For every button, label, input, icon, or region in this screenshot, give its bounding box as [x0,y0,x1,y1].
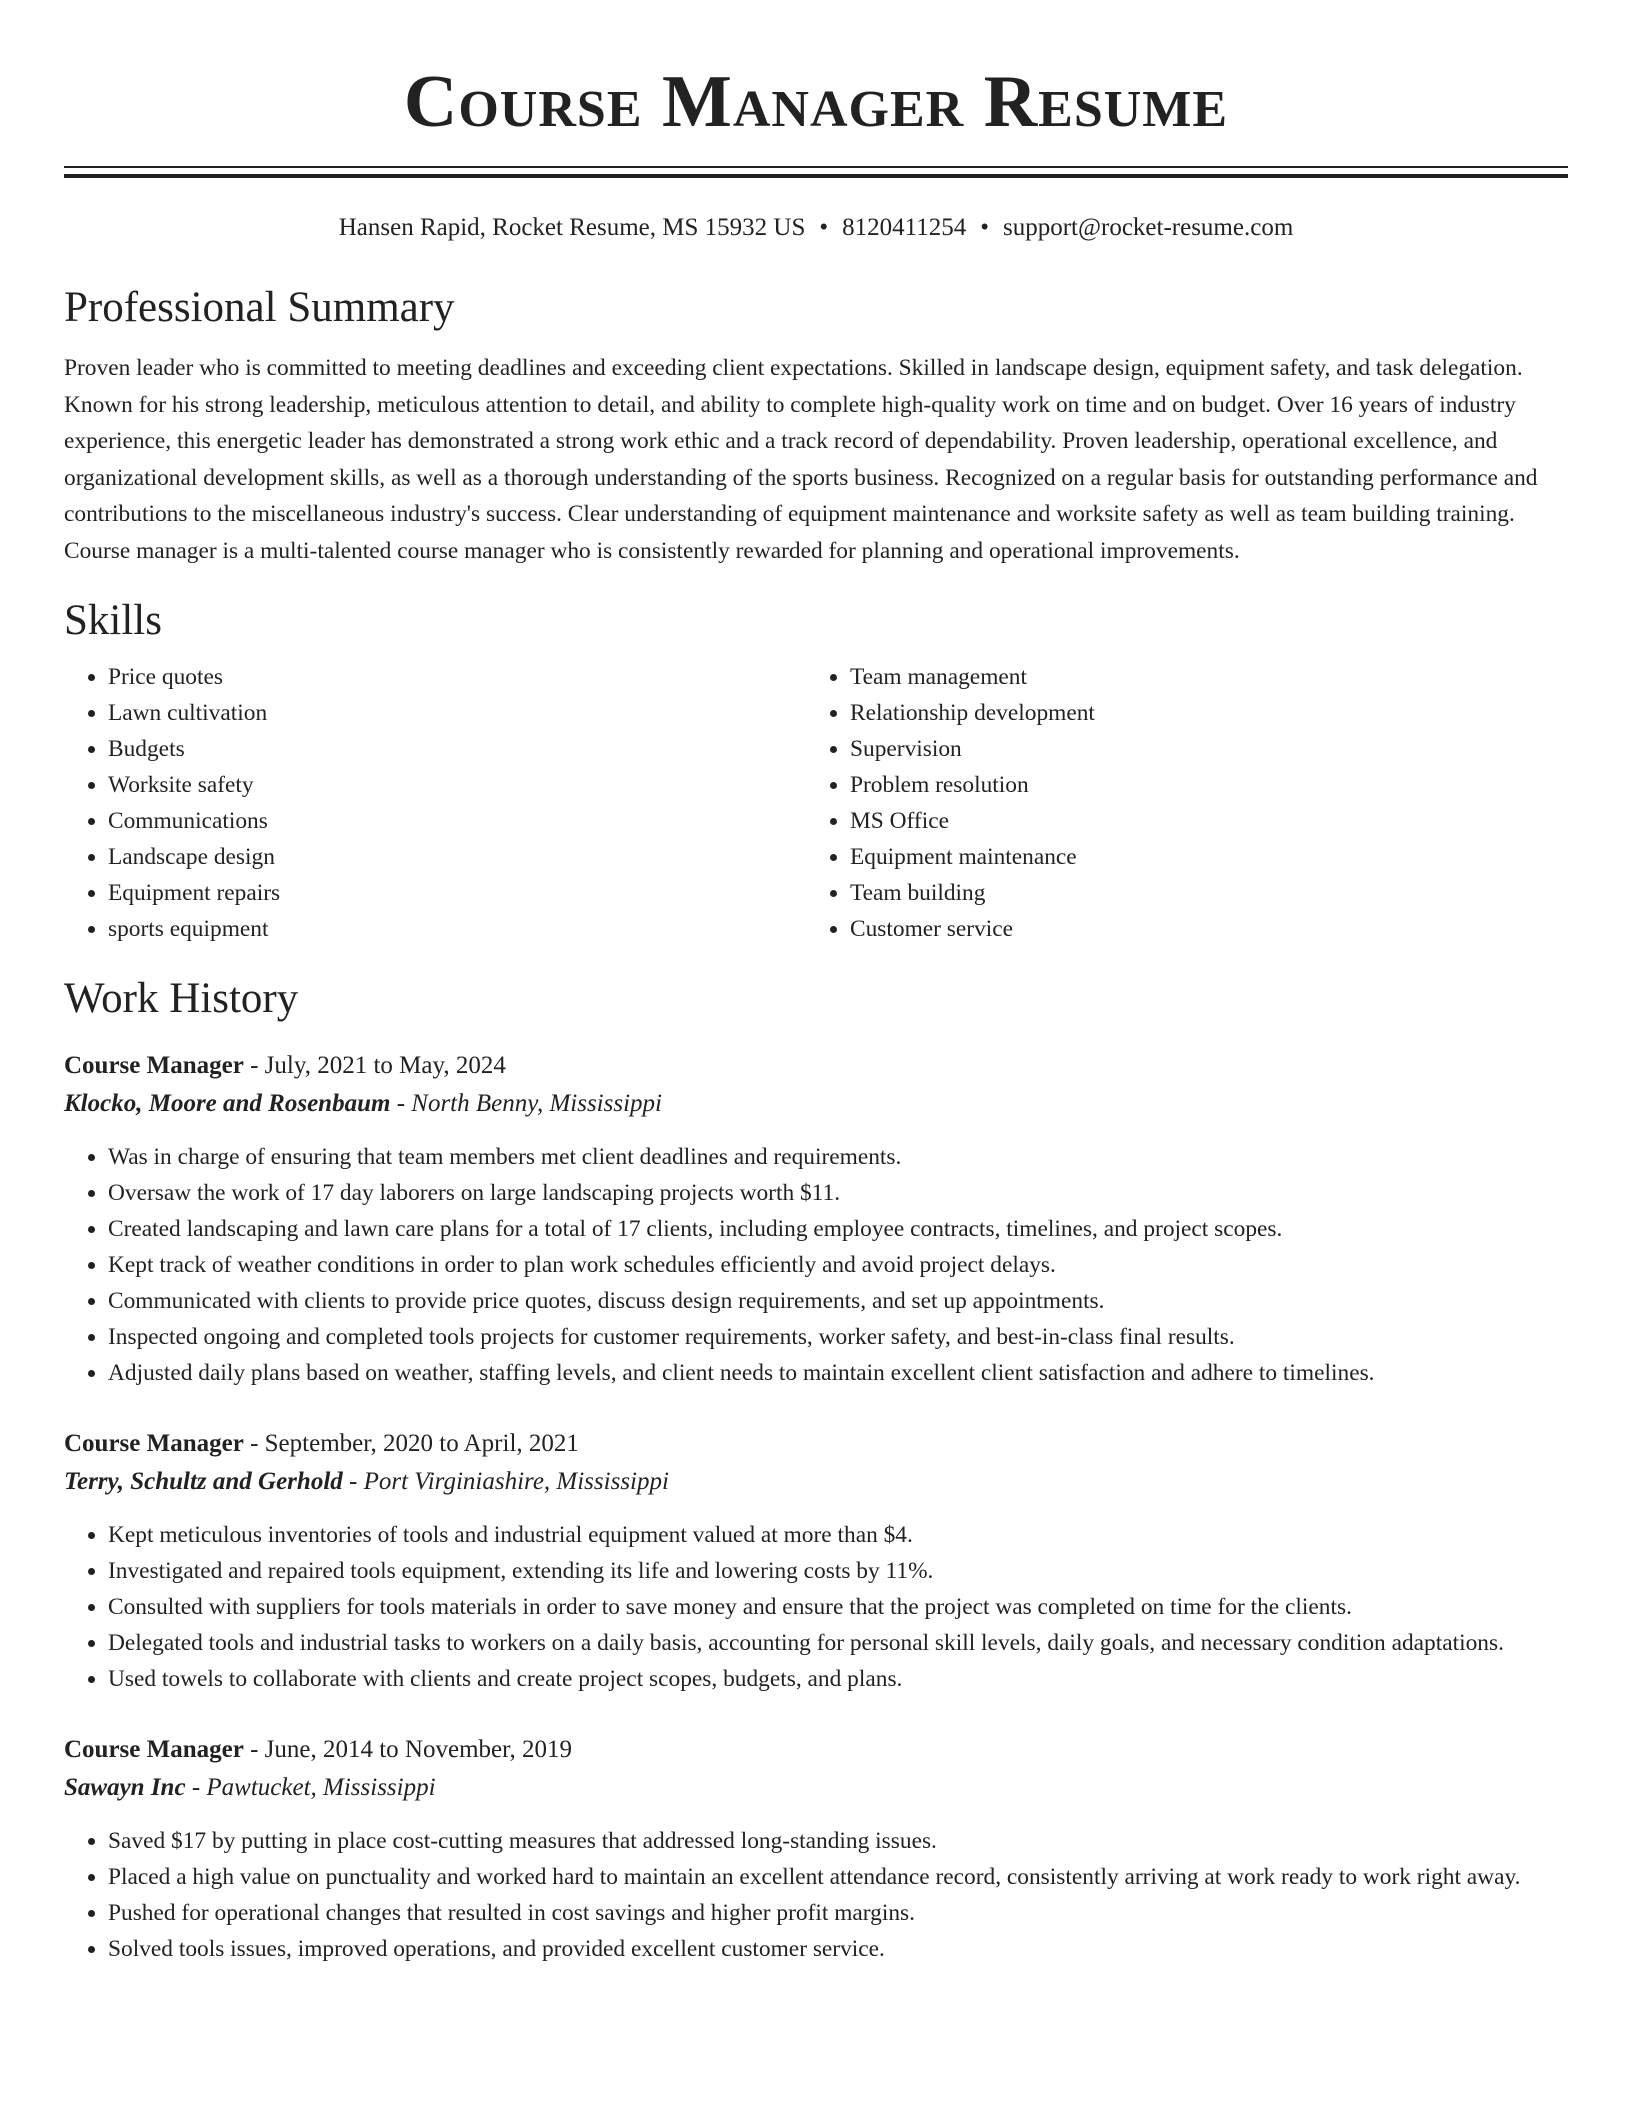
job-bullet: • Delegated tools and industrial tasks to workers on a daily basis, accounting for personal skill levels, daily goals, and necessary condition adaptations. [108,1625,1568,1661]
job-bullet: • Used towels to collaborate with clients and create project scopes, budgets, and plans. [108,1661,1568,1697]
job-entry [64,1047,1568,1391]
job-role: Course Manager [64,1430,244,1457]
skill-item: • Price quotes [108,659,806,695]
job-bullet: • Was in charge of ensuring that team members met client deadlines and requirements. [108,1139,1568,1175]
job-bullet: • Adjusted daily plans based on weather, staffing levels, and client needs to maintain excellent client satisfaction and adhere to timelines. [108,1355,1568,1391]
job-location: - Port Virginiashire, Mississippi [342,1468,669,1495]
contact-separator: • [819,214,829,241]
job-bullet: • Placed a high value on punctuality and worked hard to maintain an excellent attendance record, consistently arriving at work ready to work right away. [108,1859,1568,1895]
job-entry [64,1425,1568,1697]
skill-item: • MS Office [850,803,1548,839]
skills-heading: Skills [64,597,162,644]
job-bullet: • Investigated and repaired tools equipment, extending its life and lowering costs by 11%. [108,1553,1568,1589]
job-dates: - June, 2014 to November, 2019 [243,1736,572,1763]
contact-email: support@rocket-resume.com [1002,214,1294,241]
job-title-line [64,1731,1568,1769]
job-location: - North Benny, Mississippi [390,1090,662,1117]
skill-item: • Equipment maintenance [850,839,1548,875]
resume-title: Course Manager Resume [403,61,1229,143]
job-title-line [64,1425,1568,1463]
skill-item: • Team building [850,875,1548,911]
summary-heading: Professional Summary [64,284,455,331]
skill-item: • Customer service [850,911,1548,947]
job-company: Sawayn Inc [64,1774,186,1801]
contact-phone: 8120411254 [842,214,967,241]
contact-separator: • [980,214,989,241]
contact-address: Hansen Rapid, Rocket Resume, MS 15932 US [338,214,806,241]
job-bullets [64,1517,1568,1697]
job-bullet: • Solved tools issues, improved operations, and provided excellent customer service. [108,1931,1568,1967]
job-company-line [64,1769,1568,1807]
job-company-line [64,1463,1568,1501]
job-bullets [64,1139,1568,1391]
job-bullet: • Kept meticulous inventories of tools and industrial equipment valued at more than $4. [108,1517,1568,1553]
skills-list-left [64,659,806,947]
job-bullet: • Consulted with suppliers for tools materials in order to save money and ensure that the project was completed on time for the clients. [108,1589,1568,1625]
skill-item: • sports equipment [108,911,806,947]
skill-item: • Lawn cultivation [108,695,806,731]
skill-item: • Problem resolution [850,767,1548,803]
skill-item: • Supervision [850,731,1548,767]
work-history-heading: Work History [64,975,299,1022]
job-title-line [64,1047,1568,1085]
skill-item: • Equipment repairs [108,875,806,911]
skill-item: • Budgets [108,731,806,767]
job-bullet: • Oversaw the work of 17 day laborers on large landscaping projects worth $11. [108,1175,1568,1211]
skill-item: • Landscape design [108,839,806,875]
job-bullet: • Communicated with clients to provide price quotes, discuss design requirements, and set up appointments. [108,1283,1568,1319]
job-role: Course Manager [64,1736,244,1763]
job-bullets [64,1823,1568,1967]
skill-item: • Relationship development [850,695,1548,731]
job-bullet: • Kept track of weather conditions in order to plan work schedules efficiently and avoid project delays. [108,1247,1568,1283]
skill-item: • Team management [850,659,1548,695]
job-bullet: • Pushed for operational changes that resulted in cost savings and higher profit margins. [108,1895,1568,1931]
job-company-line [64,1085,1568,1123]
job-dates: - September, 2020 to April, 2021 [243,1430,579,1457]
contact-line [64,212,1568,244]
job-company: Klocko, Moore and Rosenbaum [64,1090,391,1117]
job-location: - Pawtucket, Mississippi [185,1774,436,1801]
skill-item: • Communications [108,803,806,839]
job-bullet: • Inspected ongoing and completed tools projects for customer requirements, worker safety, and best-in-class final results. [108,1319,1568,1355]
skills-columns [64,659,1568,947]
job-role: Course Manager [64,1052,244,1079]
job-bullet: • Created landscaping and lawn care plans for a total of 17 clients, including employee contracts, timelines, and project scopes. [108,1211,1568,1247]
skills-list-right [806,659,1548,947]
title-rule-thick [64,174,1568,178]
job-entry [64,1731,1568,1967]
job-dates: - July, 2021 to May, 2024 [243,1052,506,1079]
summary-text: Proven leader who is committed to meeting deadlines and exceeding client expectations. Skilled in landscape design, equipment safety, and task delegation. Known for his strong leadership, meticulous attention to detail, and ability to complete high-quality work on time and on budget. Over 16 years of industry experience, this energetic leader has demonstrated a strong work ethic and a track record of dependability. Proven leadership, operational excellence, and organizational development skills, as well as a thorough understanding of the sports business. Recognized on a regular basis for outstanding performance and contributions to the miscellaneous industry's success. Clear understanding of equipment maintenance and worksite safety as well as team building training. Course manager is a multi-talented course manager who is consistently rewarded for planning and operational improvements. [64,355,1538,564]
skill-item: • Worksite safety [108,767,806,803]
title-rule-thin [64,166,1568,168]
job-company: Terry, Schultz and Gerhold [64,1468,343,1495]
job-bullet: • Saved $17 by putting in place cost-cutting measures that addressed long-standing issues. [108,1823,1568,1859]
